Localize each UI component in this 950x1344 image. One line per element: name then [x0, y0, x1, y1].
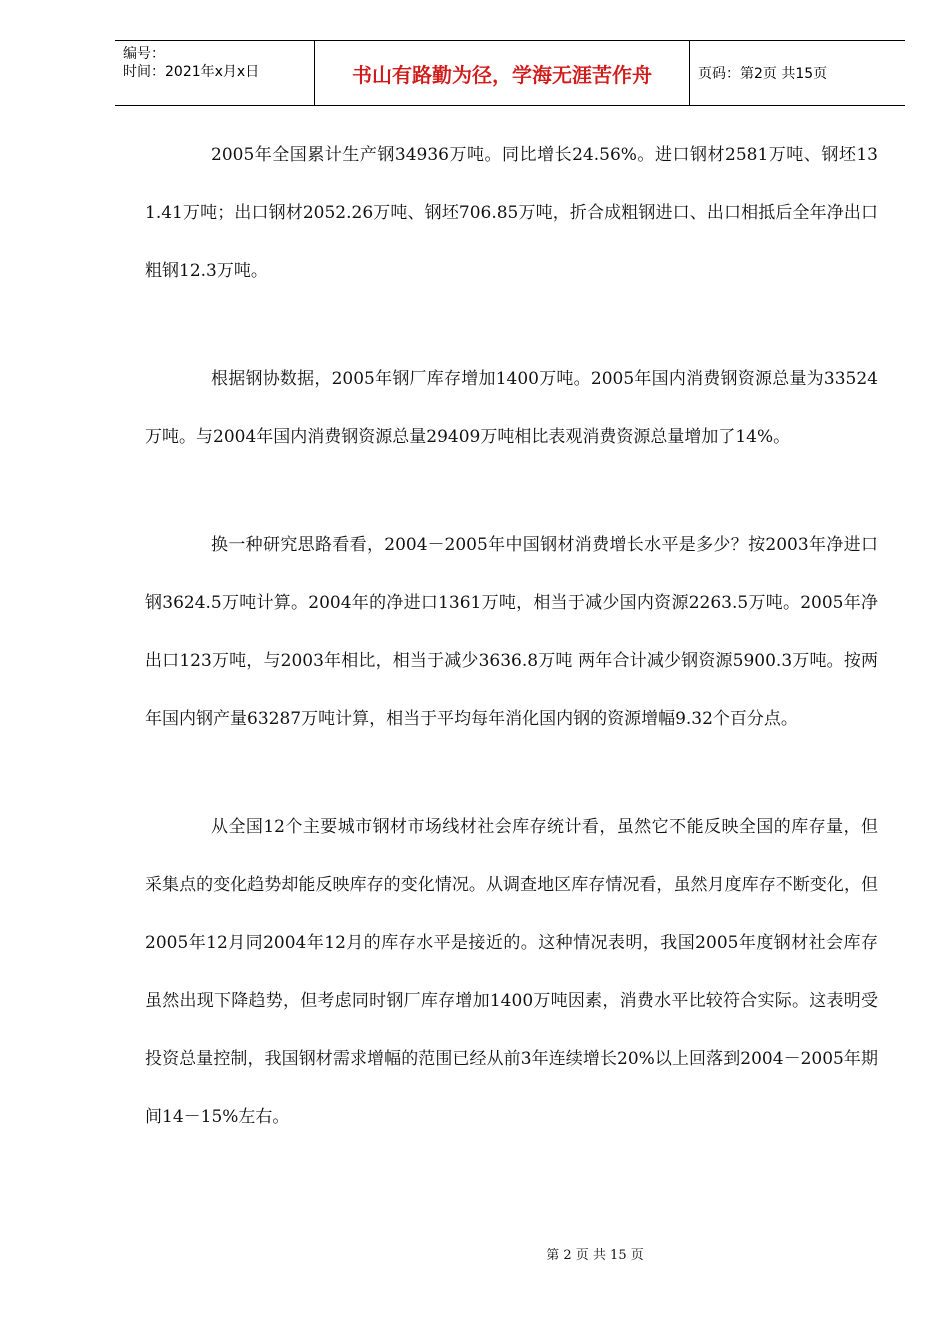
date-label: 时间：2021年x月x日 [123, 64, 260, 80]
paragraph-consumption-resources: 根据钢协数据，2005年钢厂库存增加1400万吨。2005年国内消费钢资源总量为33524万吨。与2004年国内消费钢资源总量29409万吨相比表观消费资源总量增加了14%。 [145, 369, 878, 447]
document-body [145, 126, 878, 1146]
page-footer: 第 2 页 共 15 页 [546, 1248, 644, 1263]
page-header [115, 40, 905, 106]
header-meta-cell [115, 41, 315, 105]
serial-number-label: 编号： [123, 46, 165, 62]
paragraph-inventory-statistics: 从全国12个主要城市钢材市场线材社会库存统计看，虽然它不能反映全国的库存量，但采集点的变化趋势却能反映库存的变化情况。从调查地区库存情况看，虽然月度库存不断变化，但2005年12月同2004年12月的库存水平是接近的。这种情况表明，我国2005年度钢材社会库存虽然出现下降趋势，但考虑同时钢厂库存增加1400万吨因素，消费水平比较符合实际。这表明受投资总量控制，我国钢材需求增幅的范围已经从前3年连续增长20%以上回落到2004－2005年期间14－15%左右。 [145, 817, 878, 1127]
paragraph-growth-analysis: 换一种研究思路看看，2004－2005年中国钢材消费增长水平是多少？按2003年净进口钢3624.5万吨计算。2004年的净进口1361万吨，相当于减少国内资源2263.5万吨。2005年净出口123万吨，与2003年相比，相当于减少3636.8万吨 两年合计减少钢资源5900.3万吨。按两年国内钢产量63287万吨计算，相当于平均每年消化国内钢的资源增幅9.32个百分点。 [145, 535, 878, 729]
header-page-info: 页码：第2页 共15页 [698, 66, 828, 82]
paragraph-steel-production: 2005年全国累计生产钢34936万吨。同比增长24.56%。进口钢材2581万吨、钢坯131.41万吨；出口钢材2052.26万吨、钢坯706.85万吨，折合成粗钢进口、出口相抵后全年净出口粗钢12.3万吨。 [145, 145, 878, 281]
header-motto: 书山有路勤为径，学海无涯苦作舟 [315, 41, 690, 105]
